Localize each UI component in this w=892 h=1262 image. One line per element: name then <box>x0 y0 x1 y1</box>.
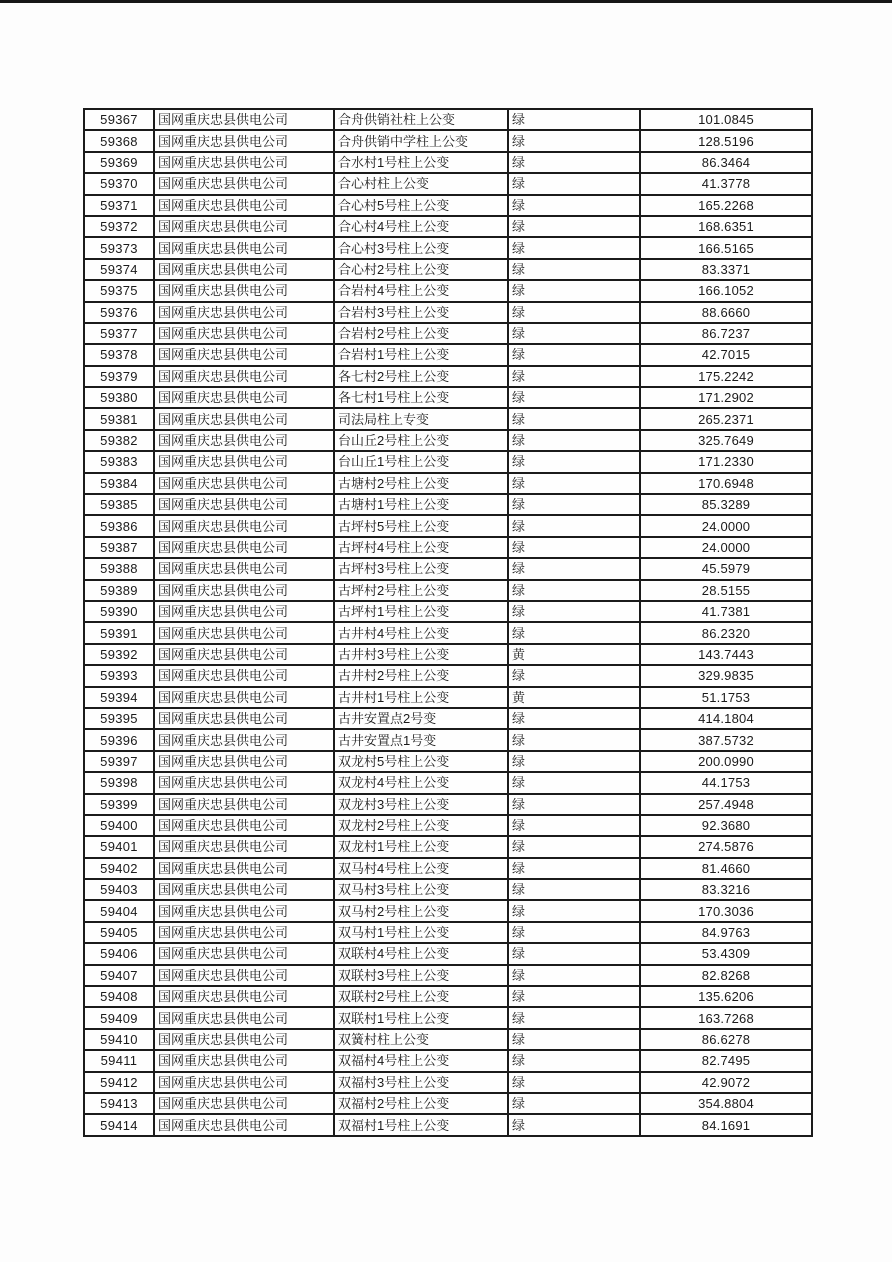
transformer-name-cell: 古井村2号柱上公变 <box>334 665 508 686</box>
load-value-cell: 44.1753 <box>640 772 812 793</box>
status-flag-cell: 绿 <box>508 237 640 258</box>
serial-number-cell: 59406 <box>84 943 154 964</box>
transformer-name-cell: 双龙村3号柱上公变 <box>334 794 508 815</box>
load-value-cell: 414.1804 <box>640 708 812 729</box>
company-name-cell: 国网重庆忠县供电公司 <box>154 408 334 429</box>
company-name-cell: 国网重庆忠县供电公司 <box>154 665 334 686</box>
load-value-cell: 24.0000 <box>640 515 812 536</box>
transformer-data-table <box>83 108 813 1137</box>
status-flag-cell: 绿 <box>508 879 640 900</box>
table-row <box>84 302 812 323</box>
load-value-cell: 200.0990 <box>640 751 812 772</box>
transformer-name-cell: 双马村1号柱上公变 <box>334 922 508 943</box>
table-row <box>84 280 812 301</box>
table-row <box>84 173 812 194</box>
status-flag-cell: 绿 <box>508 558 640 579</box>
table-row <box>84 858 812 879</box>
serial-number-cell: 59411 <box>84 1050 154 1071</box>
company-name-cell: 国网重庆忠县供电公司 <box>154 344 334 365</box>
status-flag-cell: 绿 <box>508 1007 640 1028</box>
table-row <box>84 152 812 173</box>
status-flag-cell: 绿 <box>508 259 640 280</box>
transformer-name-cell: 双簧村柱上公变 <box>334 1029 508 1050</box>
load-value-cell: 83.3216 <box>640 879 812 900</box>
load-value-cell: 45.5979 <box>640 558 812 579</box>
load-value-cell: 166.5165 <box>640 237 812 258</box>
transformer-name-cell: 合舟供销中学柱上公变 <box>334 130 508 151</box>
load-value-cell: 81.4660 <box>640 858 812 879</box>
serial-number-cell: 59392 <box>84 644 154 665</box>
company-name-cell: 国网重庆忠县供电公司 <box>154 473 334 494</box>
transformer-name-cell: 古坪村1号柱上公变 <box>334 601 508 622</box>
status-flag-cell: 绿 <box>508 900 640 921</box>
transformer-name-cell: 合岩村2号柱上公变 <box>334 323 508 344</box>
load-value-cell: 135.6206 <box>640 986 812 1007</box>
status-flag-cell: 绿 <box>508 130 640 151</box>
transformer-name-cell: 双联村2号柱上公变 <box>334 986 508 1007</box>
serial-number-cell: 59395 <box>84 708 154 729</box>
status-flag-cell: 绿 <box>508 451 640 472</box>
table-row <box>84 1007 812 1028</box>
transformer-name-cell: 合水村1号柱上公变 <box>334 152 508 173</box>
company-name-cell: 国网重庆忠县供电公司 <box>154 237 334 258</box>
serial-number-cell: 59375 <box>84 280 154 301</box>
company-name-cell: 国网重庆忠县供电公司 <box>154 259 334 280</box>
transformer-name-cell: 古井村1号柱上公变 <box>334 687 508 708</box>
load-value-cell: 170.6948 <box>640 473 812 494</box>
serial-number-cell: 59403 <box>84 879 154 900</box>
transformer-name-cell: 双联村3号柱上公变 <box>334 965 508 986</box>
status-flag-cell: 绿 <box>508 323 640 344</box>
table-row <box>84 665 812 686</box>
table-row <box>84 408 812 429</box>
load-value-cell: 41.3778 <box>640 173 812 194</box>
status-flag-cell: 绿 <box>508 1050 640 1071</box>
serial-number-cell: 59381 <box>84 408 154 429</box>
table-row <box>84 473 812 494</box>
company-name-cell: 国网重庆忠县供电公司 <box>154 1050 334 1071</box>
table-row <box>84 986 812 1007</box>
table-row <box>84 900 812 921</box>
serial-number-cell: 59385 <box>84 494 154 515</box>
serial-number-cell: 59378 <box>84 344 154 365</box>
company-name-cell: 国网重庆忠县供电公司 <box>154 879 334 900</box>
transformer-name-cell: 双福村3号柱上公变 <box>334 1072 508 1093</box>
company-name-cell: 国网重庆忠县供电公司 <box>154 130 334 151</box>
table-row <box>84 537 812 558</box>
table-row <box>84 922 812 943</box>
company-name-cell: 国网重庆忠县供电公司 <box>154 558 334 579</box>
load-value-cell: 86.3464 <box>640 152 812 173</box>
transformer-name-cell: 双马村3号柱上公变 <box>334 879 508 900</box>
transformer-name-cell: 古坪村5号柱上公变 <box>334 515 508 536</box>
table-row <box>84 729 812 750</box>
company-name-cell: 国网重庆忠县供电公司 <box>154 858 334 879</box>
serial-number-cell: 59414 <box>84 1114 154 1136</box>
load-value-cell: 387.5732 <box>640 729 812 750</box>
transformer-name-cell: 合岩村1号柱上公变 <box>334 344 508 365</box>
status-flag-cell: 绿 <box>508 580 640 601</box>
status-flag-cell: 绿 <box>508 109 640 130</box>
table-row <box>84 1050 812 1071</box>
serial-number-cell: 59389 <box>84 580 154 601</box>
table-row <box>84 430 812 451</box>
status-flag-cell: 绿 <box>508 943 640 964</box>
transformer-name-cell: 古塘村1号柱上公变 <box>334 494 508 515</box>
load-value-cell: 274.5876 <box>640 836 812 857</box>
table-row <box>84 1114 812 1136</box>
status-flag-cell: 绿 <box>508 815 640 836</box>
load-value-cell: 83.3371 <box>640 259 812 280</box>
serial-number-cell: 59383 <box>84 451 154 472</box>
transformer-name-cell: 古坪村4号柱上公变 <box>334 537 508 558</box>
load-value-cell: 86.6278 <box>640 1029 812 1050</box>
serial-number-cell: 59402 <box>84 858 154 879</box>
table-row <box>84 601 812 622</box>
serial-number-cell: 59377 <box>84 323 154 344</box>
table-row <box>84 216 812 237</box>
transformer-name-cell: 合心村3号柱上公变 <box>334 237 508 258</box>
load-value-cell: 165.2268 <box>640 195 812 216</box>
status-flag-cell: 绿 <box>508 537 640 558</box>
load-value-cell: 163.7268 <box>640 1007 812 1028</box>
company-name-cell: 国网重庆忠县供电公司 <box>154 986 334 1007</box>
status-flag-cell: 绿 <box>508 922 640 943</box>
load-value-cell: 28.5155 <box>640 580 812 601</box>
status-flag-cell: 绿 <box>508 302 640 323</box>
serial-number-cell: 59391 <box>84 622 154 643</box>
company-name-cell: 国网重庆忠县供电公司 <box>154 366 334 387</box>
table-row <box>84 772 812 793</box>
table-row <box>84 1093 812 1114</box>
serial-number-cell: 59404 <box>84 900 154 921</box>
serial-number-cell: 59410 <box>84 1029 154 1050</box>
company-name-cell: 国网重庆忠县供电公司 <box>154 1114 334 1136</box>
company-name-cell: 国网重庆忠县供电公司 <box>154 109 334 130</box>
load-value-cell: 92.3680 <box>640 815 812 836</box>
transformer-name-cell: 合岩村3号柱上公变 <box>334 302 508 323</box>
company-name-cell: 国网重庆忠县供电公司 <box>154 152 334 173</box>
status-flag-cell: 黄 <box>508 687 640 708</box>
serial-number-cell: 59412 <box>84 1072 154 1093</box>
transformer-name-cell: 双联村4号柱上公变 <box>334 943 508 964</box>
serial-number-cell: 59393 <box>84 665 154 686</box>
table-row <box>84 1029 812 1050</box>
table-row <box>84 622 812 643</box>
load-value-cell: 82.7495 <box>640 1050 812 1071</box>
serial-number-cell: 59380 <box>84 387 154 408</box>
load-value-cell: 175.2242 <box>640 366 812 387</box>
load-value-cell: 354.8804 <box>640 1093 812 1114</box>
serial-number-cell: 59401 <box>84 836 154 857</box>
status-flag-cell: 绿 <box>508 515 640 536</box>
transformer-name-cell: 双龙村4号柱上公变 <box>334 772 508 793</box>
load-value-cell: 84.9763 <box>640 922 812 943</box>
status-flag-cell: 绿 <box>508 216 640 237</box>
company-name-cell: 国网重庆忠县供电公司 <box>154 601 334 622</box>
transformer-name-cell: 双龙村1号柱上公变 <box>334 836 508 857</box>
serial-number-cell: 59382 <box>84 430 154 451</box>
table-row <box>84 259 812 280</box>
serial-number-cell: 59379 <box>84 366 154 387</box>
company-name-cell: 国网重庆忠县供电公司 <box>154 622 334 643</box>
serial-number-cell: 59390 <box>84 601 154 622</box>
transformer-name-cell: 古坪村3号柱上公变 <box>334 558 508 579</box>
status-flag-cell: 绿 <box>508 344 640 365</box>
load-value-cell: 265.2371 <box>640 408 812 429</box>
serial-number-cell: 59413 <box>84 1093 154 1114</box>
status-flag-cell: 绿 <box>508 366 640 387</box>
status-flag-cell: 绿 <box>508 1093 640 1114</box>
load-value-cell: 101.0845 <box>640 109 812 130</box>
serial-number-cell: 59408 <box>84 986 154 1007</box>
table-row <box>84 323 812 344</box>
transformer-name-cell: 古井安置点1号变 <box>334 729 508 750</box>
serial-number-cell: 59376 <box>84 302 154 323</box>
table-row <box>84 965 812 986</box>
serial-number-cell: 59399 <box>84 794 154 815</box>
company-name-cell: 国网重庆忠县供电公司 <box>154 515 334 536</box>
table-row <box>84 451 812 472</box>
serial-number-cell: 59370 <box>84 173 154 194</box>
table-row <box>84 794 812 815</box>
load-value-cell: 171.2902 <box>640 387 812 408</box>
status-flag-cell: 绿 <box>508 387 640 408</box>
load-value-cell: 51.1753 <box>640 687 812 708</box>
company-name-cell: 国网重庆忠县供电公司 <box>154 1029 334 1050</box>
status-flag-cell: 绿 <box>508 430 640 451</box>
serial-number-cell: 59386 <box>84 515 154 536</box>
company-name-cell: 国网重庆忠县供电公司 <box>154 195 334 216</box>
status-flag-cell: 绿 <box>508 473 640 494</box>
status-flag-cell: 绿 <box>508 751 640 772</box>
table-row <box>84 237 812 258</box>
status-flag-cell: 绿 <box>508 494 640 515</box>
company-name-cell: 国网重庆忠县供电公司 <box>154 302 334 323</box>
company-name-cell: 国网重庆忠县供电公司 <box>154 387 334 408</box>
page-top-border <box>0 0 892 3</box>
status-flag-cell: 绿 <box>508 1029 640 1050</box>
company-name-cell: 国网重庆忠县供电公司 <box>154 687 334 708</box>
load-value-cell: 168.6351 <box>640 216 812 237</box>
table-row <box>84 708 812 729</box>
status-flag-cell: 绿 <box>508 965 640 986</box>
company-name-cell: 国网重庆忠县供电公司 <box>154 537 334 558</box>
status-flag-cell: 绿 <box>508 173 640 194</box>
serial-number-cell: 59368 <box>84 130 154 151</box>
transformer-name-cell: 司法局柱上专变 <box>334 408 508 429</box>
table-row <box>84 494 812 515</box>
table-row <box>84 558 812 579</box>
load-value-cell: 86.2320 <box>640 622 812 643</box>
serial-number-cell: 59388 <box>84 558 154 579</box>
transformer-name-cell: 台山丘1号柱上公变 <box>334 451 508 472</box>
status-flag-cell: 绿 <box>508 836 640 857</box>
company-name-cell: 国网重庆忠县供电公司 <box>154 1007 334 1028</box>
company-name-cell: 国网重庆忠县供电公司 <box>154 965 334 986</box>
company-name-cell: 国网重庆忠县供电公司 <box>154 644 334 665</box>
transformer-name-cell: 双福村2号柱上公变 <box>334 1093 508 1114</box>
table-row <box>84 109 812 130</box>
table-row <box>84 644 812 665</box>
transformer-name-cell: 古塘村2号柱上公变 <box>334 473 508 494</box>
transformer-name-cell: 双福村1号柱上公变 <box>334 1114 508 1136</box>
company-name-cell: 国网重庆忠县供电公司 <box>154 943 334 964</box>
serial-number-cell: 59387 <box>84 537 154 558</box>
company-name-cell: 国网重庆忠县供电公司 <box>154 1072 334 1093</box>
company-name-cell: 国网重庆忠县供电公司 <box>154 815 334 836</box>
company-name-cell: 国网重庆忠县供电公司 <box>154 430 334 451</box>
status-flag-cell: 绿 <box>508 772 640 793</box>
status-flag-cell: 绿 <box>508 1114 640 1136</box>
transformer-name-cell: 古井村4号柱上公变 <box>334 622 508 643</box>
table-row <box>84 1072 812 1093</box>
company-name-cell: 国网重庆忠县供电公司 <box>154 451 334 472</box>
status-flag-cell: 绿 <box>508 986 640 1007</box>
table-row <box>84 751 812 772</box>
table-row <box>84 879 812 900</box>
load-value-cell: 171.2330 <box>640 451 812 472</box>
table-row <box>84 836 812 857</box>
company-name-cell: 国网重庆忠县供电公司 <box>154 323 334 344</box>
serial-number-cell: 59384 <box>84 473 154 494</box>
load-value-cell: 325.7649 <box>640 430 812 451</box>
transformer-name-cell: 台山丘2号柱上公变 <box>334 430 508 451</box>
transformer-name-cell: 古井村3号柱上公变 <box>334 644 508 665</box>
company-name-cell: 国网重庆忠县供电公司 <box>154 1093 334 1114</box>
table-row <box>84 580 812 601</box>
load-value-cell: 24.0000 <box>640 537 812 558</box>
company-name-cell: 国网重庆忠县供电公司 <box>154 794 334 815</box>
table-body <box>84 109 812 1136</box>
transformer-name-cell: 合心村5号柱上公变 <box>334 195 508 216</box>
load-value-cell: 82.8268 <box>640 965 812 986</box>
table-row <box>84 387 812 408</box>
load-value-cell: 128.5196 <box>640 130 812 151</box>
status-flag-cell: 绿 <box>508 195 640 216</box>
serial-number-cell: 59398 <box>84 772 154 793</box>
company-name-cell: 国网重庆忠县供电公司 <box>154 900 334 921</box>
load-value-cell: 329.9835 <box>640 665 812 686</box>
transformer-name-cell: 合舟供销社柱上公变 <box>334 109 508 130</box>
load-value-cell: 41.7381 <box>640 601 812 622</box>
status-flag-cell: 绿 <box>508 665 640 686</box>
transformer-name-cell: 双龙村5号柱上公变 <box>334 751 508 772</box>
table-row <box>84 943 812 964</box>
company-name-cell: 国网重庆忠县供电公司 <box>154 922 334 943</box>
status-flag-cell: 绿 <box>508 280 640 301</box>
company-name-cell: 国网重庆忠县供电公司 <box>154 751 334 772</box>
transformer-name-cell: 合心村柱上公变 <box>334 173 508 194</box>
load-value-cell: 42.9072 <box>640 1072 812 1093</box>
serial-number-cell: 59372 <box>84 216 154 237</box>
company-name-cell: 国网重庆忠县供电公司 <box>154 772 334 793</box>
load-value-cell: 166.1052 <box>640 280 812 301</box>
table-row <box>84 366 812 387</box>
table-row <box>84 344 812 365</box>
company-name-cell: 国网重庆忠县供电公司 <box>154 216 334 237</box>
transformer-name-cell: 各七村1号柱上公变 <box>334 387 508 408</box>
load-value-cell: 86.7237 <box>640 323 812 344</box>
transformer-name-cell: 合心村4号柱上公变 <box>334 216 508 237</box>
serial-number-cell: 59396 <box>84 729 154 750</box>
company-name-cell: 国网重庆忠县供电公司 <box>154 729 334 750</box>
load-value-cell: 84.1691 <box>640 1114 812 1136</box>
serial-number-cell: 59400 <box>84 815 154 836</box>
status-flag-cell: 绿 <box>508 729 640 750</box>
serial-number-cell: 59409 <box>84 1007 154 1028</box>
serial-number-cell: 59367 <box>84 109 154 130</box>
status-flag-cell: 绿 <box>508 794 640 815</box>
status-flag-cell: 绿 <box>508 601 640 622</box>
load-value-cell: 53.4309 <box>640 943 812 964</box>
serial-number-cell: 59397 <box>84 751 154 772</box>
company-name-cell: 国网重庆忠县供电公司 <box>154 580 334 601</box>
company-name-cell: 国网重庆忠县供电公司 <box>154 173 334 194</box>
transformer-name-cell: 合岩村4号柱上公变 <box>334 280 508 301</box>
load-value-cell: 85.3289 <box>640 494 812 515</box>
transformer-name-cell: 双联村1号柱上公变 <box>334 1007 508 1028</box>
status-flag-cell: 绿 <box>508 408 640 429</box>
status-flag-cell: 绿 <box>508 1072 640 1093</box>
serial-number-cell: 59374 <box>84 259 154 280</box>
serial-number-cell: 59394 <box>84 687 154 708</box>
status-flag-cell: 黄 <box>508 644 640 665</box>
serial-number-cell: 59369 <box>84 152 154 173</box>
table-row <box>84 687 812 708</box>
load-value-cell: 88.6660 <box>640 302 812 323</box>
serial-number-cell: 59371 <box>84 195 154 216</box>
load-value-cell: 42.7015 <box>640 344 812 365</box>
serial-number-cell: 59373 <box>84 237 154 258</box>
status-flag-cell: 绿 <box>508 858 640 879</box>
table-row <box>84 195 812 216</box>
company-name-cell: 国网重庆忠县供电公司 <box>154 280 334 301</box>
status-flag-cell: 绿 <box>508 622 640 643</box>
status-flag-cell: 绿 <box>508 152 640 173</box>
load-value-cell: 257.4948 <box>640 794 812 815</box>
transformer-name-cell: 双马村4号柱上公变 <box>334 858 508 879</box>
transformer-name-cell: 双福村4号柱上公变 <box>334 1050 508 1071</box>
company-name-cell: 国网重庆忠县供电公司 <box>154 494 334 515</box>
load-value-cell: 143.7443 <box>640 644 812 665</box>
company-name-cell: 国网重庆忠县供电公司 <box>154 836 334 857</box>
transformer-name-cell: 双马村2号柱上公变 <box>334 900 508 921</box>
transformer-name-cell: 合心村2号柱上公变 <box>334 259 508 280</box>
load-value-cell: 170.3036 <box>640 900 812 921</box>
company-name-cell: 国网重庆忠县供电公司 <box>154 708 334 729</box>
table-row <box>84 815 812 836</box>
transformer-name-cell: 双龙村2号柱上公变 <box>334 815 508 836</box>
serial-number-cell: 59407 <box>84 965 154 986</box>
serial-number-cell: 59405 <box>84 922 154 943</box>
table-row <box>84 130 812 151</box>
status-flag-cell: 绿 <box>508 708 640 729</box>
transformer-name-cell: 各七村2号柱上公变 <box>334 366 508 387</box>
transformer-name-cell: 古坪村2号柱上公变 <box>334 580 508 601</box>
table-row <box>84 515 812 536</box>
transformer-name-cell: 古井安置点2号变 <box>334 708 508 729</box>
